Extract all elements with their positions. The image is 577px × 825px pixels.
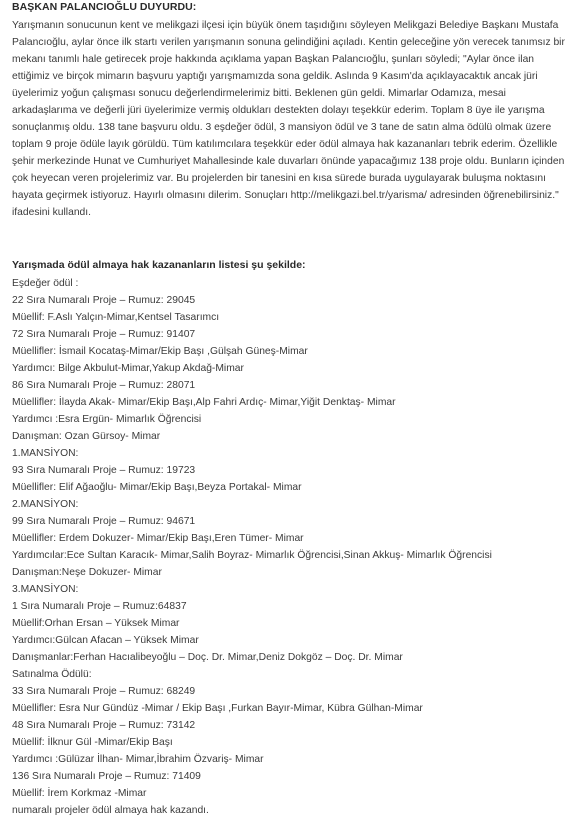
winners-list-line: 1 Sıra Numaralı Proje – Rumuz:64837 bbox=[12, 601, 187, 612]
winners-list-line: Müellif:Orhan Ersan – Yüksek Mimar bbox=[12, 618, 180, 629]
winners-list-line: Yardımcı: Bilge Akbulut-Mimar,Yakup Akdağ-Mimar bbox=[12, 363, 244, 374]
winners-list-line: 99 Sıra Numaralı Proje – Rumuz: 94671 bbox=[12, 516, 196, 527]
winners-list-line: Danışmanlar:Ferhan Hacıalibeyoğlu – Doç. Dr. Mimar,Deniz Dokgöz – Doç. Dr. Mimar bbox=[12, 652, 403, 663]
winners-list-line: Danışman: Ozan Gürsoy- Mimar bbox=[12, 431, 161, 442]
winners-list-line: Müellifler: Elif Ağaoğlu- Mimar/Ekip Başı,Beyza Portakal- Mimar bbox=[12, 482, 302, 493]
winners-list-line: 136 Sıra Numaralı Proje – Rumuz: 71409 bbox=[12, 771, 201, 782]
article-intro bbox=[12, 17, 565, 221]
winners-list-line: 48 Sıra Numaralı Proje – Rumuz: 73142 bbox=[12, 720, 196, 731]
winners-list-line: Yardımcı :Gülüzar İlhan- Mimar,İbrahim Özvariş- Mimar bbox=[12, 754, 264, 765]
winners-list-line: Yardımcı :Esra Ergün- Mimarlık Öğrencisi bbox=[12, 414, 202, 425]
winners-list-line: Müellifler: Erdem Dokuzer- Mimar/Ekip Başı,Eren Tümer- Mimar bbox=[12, 533, 304, 544]
winners-list-line: numaralı projeler ödül almaya hak kazandı. bbox=[12, 805, 209, 816]
winners-list-line: 22 Sıra Numaralı Proje – Rumuz: 29045 bbox=[12, 295, 196, 306]
winners-list-line: Müellifler: Esra Nur Gündüz -Mimar / Ekip Başı ,Furkan Bayır-Mimar, Kübra Gülhan-Mimar bbox=[12, 703, 423, 714]
winners-list-line: 33 Sıra Numaralı Proje – Rumuz: 68249 bbox=[12, 686, 196, 697]
winners-list-line: Danışman:Neşe Dokuzer- Mimar bbox=[12, 567, 162, 578]
winners-list-line: 72 Sıra Numaralı Proje – Rumuz: 91407 bbox=[12, 329, 196, 340]
winners-list-line: Eşdeğer ödül : bbox=[12, 278, 79, 289]
winners-list-line: 3.MANSİYON: bbox=[12, 584, 79, 595]
winners-list bbox=[12, 275, 565, 819]
winners-list-line: Müellifler: İlayda Akak- Mimar/Ekip Başı,Alp Fahri Ardıç- Mimar,Yiğit Denktaş- Mimar bbox=[12, 397, 396, 408]
winners-list-line: 93 Sıra Numaralı Proje – Rumuz: 19723 bbox=[12, 465, 196, 476]
winners-list-line: Satınalma Ödülü: bbox=[12, 669, 92, 680]
winners-list-line: Müellif: İlknur Gül -Mimar/Ekip Başı bbox=[12, 737, 173, 748]
winners-subheading: Yarışmada ödül almaya hak kazananların listesi şu şekilde: bbox=[12, 259, 306, 271]
winners-list-line: Yardımcılar:Ece Sultan Karacık- Mimar,Salih Boyraz- Mimarlık Öğrencisi,Sinan Akkuş- Mimarlık Öğrencisi bbox=[12, 550, 492, 561]
winners-list-line: 1.MANSİYON: bbox=[12, 448, 79, 459]
winners-list-line: Müellifler: İsmail Kocataş-Mimar/Ekip Başı ,Gülşah Güneş-Mimar bbox=[12, 346, 308, 357]
winners-list-line: Müellif: İrem Korkmaz -Mimar bbox=[12, 788, 147, 799]
article-heading: BAŞKAN PALANCIOĞLU DUYURDU: bbox=[12, 1, 197, 13]
winners-list-line: Yardımcı:Gülcan Afacan – Yüksek Mimar bbox=[12, 635, 199, 646]
intro-paragraph: Yarışmanın sonucunun kent ve melikgazi ilçesi için büyük önem taşıdığını söyleyen Melikgazi Belediye Başkanı Mustafa Palancıoğlu, aylar önce ilk startı verilen yarışmanın sonuna gelindiğini açıladı. Kentin geleceğine yön verecek tanımsız bir mekanı tanımlı hale getirecek proje hakkında açıklama yapan Başkan Palancıoğlu, şunları söyledi; "Aylar önce ilan ettiğimiz ve birçok mimarın başvuru yaptığı yarışmamızda sona geldik. Aslında 9 Kasım'da açıklayacaktık ancak jüri üyelerimiz yoğun çalışması sonucu değerlendirmelerimiz bitti. Beklenen gün geldi. Mimarlar Odamıza, mesai arkadaşlarıma ve değerli jüri üyelerimize vermiş oldukları destekten dolayı teşekkür ederim. Toplam 8 üye ile yarışma sonuçlanmış oldu. 138 tane başvuru oldu. 3 eşdeğer ödül, 3 mansiyon ödül ve 3 tane de satın alma ödülü olmak üzere toplam 9 proje ödüle layık görüldü. Tüm katılımcılara teşekkür eder ödül almaya hak kazananları tebrik ederim. Özellikle şehir merkezinde Hunat ve Cumhuriyet Mahallesinde kale duvarları önünde yapacağımız 138 proje oldu. Bunların içinden çok heyecan veren projelerimiz var. Bu projelerden bir tanesini en kısa sürede burada uygulayarak buluşma noktasını hayata geçirmek istiyoruz. Hayırlı olmasını dilerim. Sonuçları http://melikgazi.bel.tr/yarisma/ adresinden öğrenebilirsiniz." ifadesini kullandı. bbox=[12, 20, 565, 218]
winners-list-line: Müellif: F.Aslı Yalçın-Mimar,Kentsel Tasarımcı bbox=[12, 312, 220, 323]
winners-list-line: 86 Sıra Numaralı Proje – Rumuz: 28071 bbox=[12, 380, 196, 391]
winners-list-line: 2.MANSİYON: bbox=[12, 499, 79, 510]
